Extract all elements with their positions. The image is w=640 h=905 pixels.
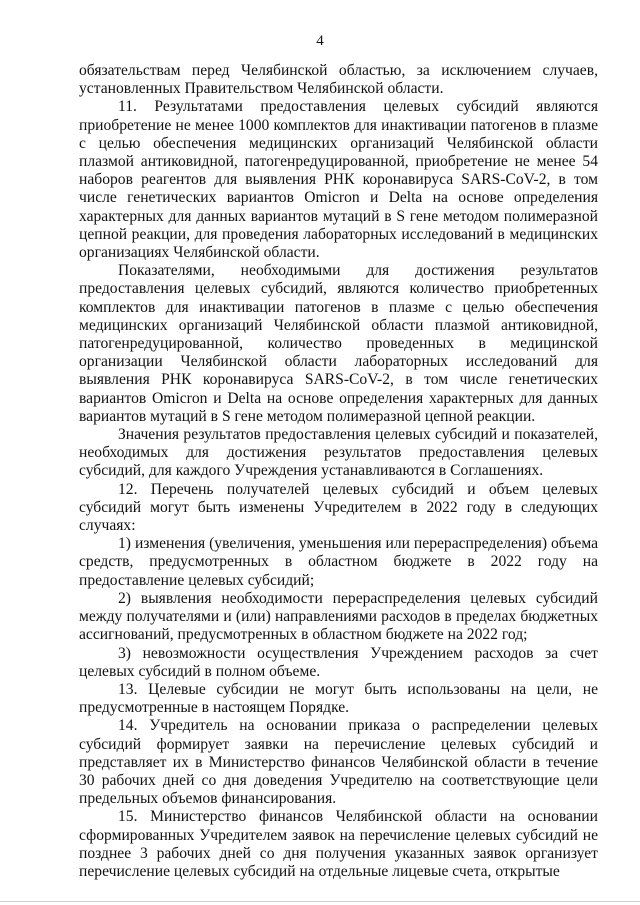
paragraph-item-12-3: 3) невозможности осуществления Учреждением расходов за счет целевых субсидий в полном объеме. <box>79 644 598 680</box>
page-bottom-edge <box>0 901 640 905</box>
paragraph-indicators: Показателями, необходимыми для достижения результатов предоставления целевых субсидий, являются количество приобретенных комплектов для инактивации патогенов в плазме с целью обеспечения медицинских организаций Челябинской области плазмой антиковидной, патогенредуцированной, количество проведенных в медицинской организации Челябинской области лабораторных исследований для выявления РНК коронавируса SARS-CoV-2, в том числе генетических вариантов Omicron и Delta на основе определения характерных для данных вариантов мутаций в S гене методом полимеразной цепной реакции. <box>79 262 598 425</box>
page-number: 4 <box>316 33 324 49</box>
paragraph-continuation: обязательствам перед Челябинской областью, за исключением случаев, установленных Правительством Челябинской области. <box>79 62 598 98</box>
document-body <box>79 62 598 881</box>
paragraph-values: Значения результатов предоставления целевых субсидий и показателей, необходимых для достижения результатов предоставления целевых субсидий, для каждого Учреждения устанавливаются в Соглашениях. <box>79 426 598 480</box>
paragraph-item-11: 11. Результатами предоставления целевых субсидий являются приобретение не менее 1000 комплектов для инактивации патогенов в плазме с целью обеспечения медицинских организаций Челябинской области плазмой антиковидной, патогенредуцированной, приобретение не менее 54 наборов реагентов для выявления РНК коронавируса SARS-CoV-2, в том числе генетических вариантов Omicron и Delta на основе определения характерных для данных вариантов мутаций в S гене методом полимеразной цепной реакции, для проведения лабораторных исследований в медицинских организациях Челябинской области. <box>79 98 598 262</box>
paragraph-item-15: 15. Министерство финансов Челябинской области на основании сформированных Учредителем заявок на перечисление целевых субсидий не позднее 3 рабочих дней со дня получения указанных заявок организует перечисление целевых субсидий на отдельные лицевые счета, открытые <box>79 808 598 880</box>
paragraph-item-12-1: 1) изменения (увеличения, уменьшения или перераспределения) объема средств, предусмотренных в областном бюджете в 2022 году на предоставление целевых субсидий; <box>79 535 598 589</box>
paragraph-item-13: 13. Целевые субсидии не могут быть использованы на цели, не предусмотренные в настоящем Порядке. <box>79 680 598 717</box>
paragraph-item-14: 14. Учредитель на основании приказа о распределении целевых субсидий формирует заявки на перечисление целевых субсидий и представляет их в Министерство финансов Челябинской области в течение 30 рабочих дней со дня доведения Учредителю на соответствующие цели предельных объемов финансирования. <box>79 717 598 808</box>
paragraph-item-12: 12. Перечень получателей целевых субсидий и объем целевых субсидий могут быть изменены Учредителем в 2022 году в следующих случаях: <box>79 480 598 535</box>
paragraph-item-12-2: 2) выявления необходимости перераспределения целевых субсидий между получателями и (или) направлениями расходов в пределах бюджетных ассигнований, предусмотренных в областном бюджете на 2022 год; <box>79 589 598 644</box>
